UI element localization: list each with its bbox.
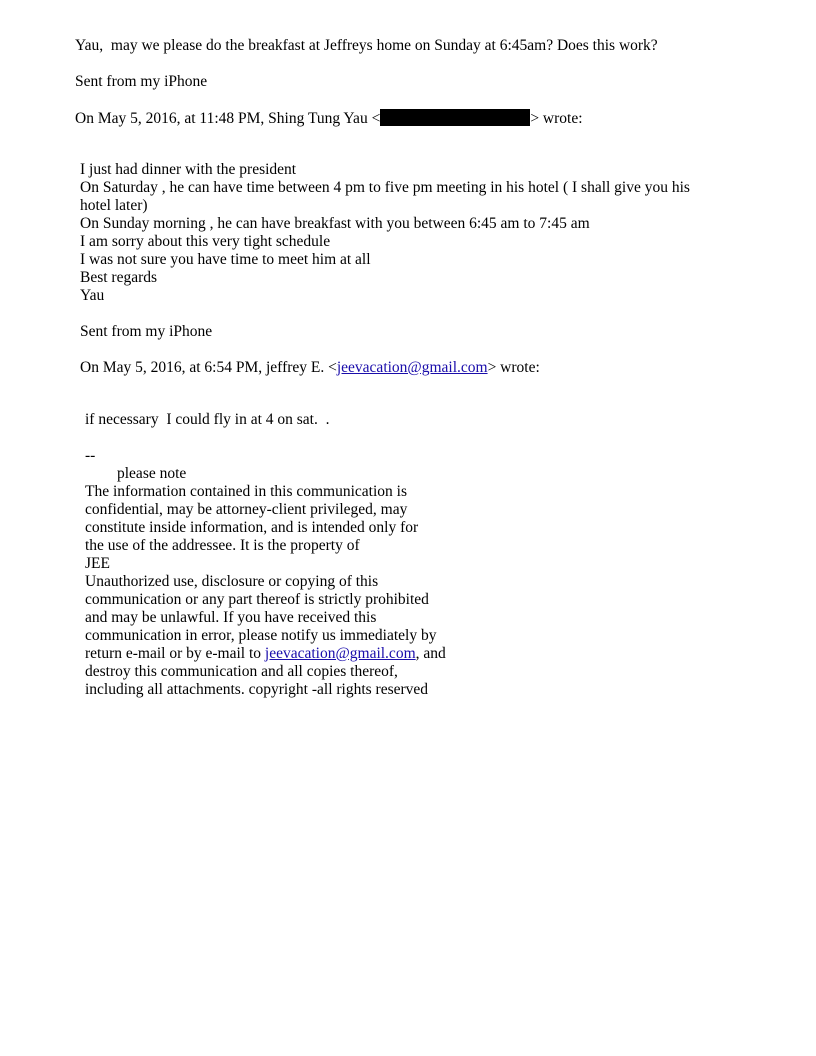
disclaimer-line: JEE: [85, 555, 110, 572]
quote-header-2-prefix: On May 5, 2016, at 6:54 PM, jeffrey E. <: [80, 359, 337, 376]
sig-separator: --: [85, 447, 96, 464]
disclaimer-email-prefix: return e-mail or by e-mail to: [85, 645, 265, 662]
quote-header-1: [75, 109, 583, 128]
disclaimer-email-line: [85, 645, 446, 663]
quoted-1-line: hotel later): [80, 197, 148, 214]
quoted-1-line: Best regards: [80, 269, 158, 286]
quote-header-1-prefix: On May 5, 2016, at 11:48 PM, Shing Tung Yau <: [75, 110, 381, 127]
quote-header-1-suffix: > wrote:: [530, 110, 583, 127]
quoted-1-signature: Sent from my iPhone: [80, 323, 213, 340]
please-note: please note: [117, 465, 187, 482]
disclaimer-line: including all attachments. copyright -all rights reserved: [85, 681, 429, 698]
disclaimer-line: constitute inside information, and is intended only for: [85, 519, 419, 536]
quote-header-2-suffix: > wrote:: [487, 359, 540, 376]
disclaimer-line: confidential, may be attorney-client privileged, may: [85, 501, 408, 518]
sender-email-link[interactable]: jeevacation@gmail.com: [336, 359, 488, 376]
quoted-1-line: On Saturday , he can have time between 4 pm to five pm meeting in his hotel ( I shall give you his: [80, 179, 690, 196]
reply-body: Yau, may we please do the breakfast at Jeffreys home on Sunday at 6:45am? Does this work?: [75, 37, 658, 54]
quoted-1-line: Yau: [80, 287, 105, 304]
disclaimer-line: destroy this communication and all copies thereof,: [85, 663, 398, 680]
disclaimer-line: and may be unlawful. If you have received this: [85, 609, 377, 626]
quoted-1-line: I was not sure you have time to meet him at all: [80, 251, 371, 268]
disclaimer-email-suffix: , and: [415, 645, 446, 662]
disclaimer-line: Unauthorized use, disclosure or copying of this: [85, 573, 379, 590]
disclaimer-line: communication in error, please notify us immediately by: [85, 627, 437, 644]
quoted-1-line: I just had dinner with the president: [80, 161, 297, 178]
disclaimer-line: The information contained in this communication is: [85, 483, 407, 500]
disclaimer-email-link[interactable]: jeevacation@gmail.com: [264, 645, 416, 662]
quoted-1-line: On Sunday morning , he can have breakfast with you between 6:45 am to 7:45 am: [80, 215, 590, 232]
disclaimer-line: communication or any part thereof is strictly prohibited: [85, 591, 429, 608]
quoted-2-body: if necessary I could fly in at 4 on sat. .: [85, 411, 330, 428]
quote-header-2: [80, 359, 540, 377]
disclaimer-line: the use of the addressee. It is the property of: [85, 537, 360, 554]
redaction-box: [380, 109, 530, 126]
reply-signature: Sent from my iPhone: [75, 73, 208, 90]
quoted-1-line: I am sorry about this very tight schedule: [80, 233, 331, 250]
